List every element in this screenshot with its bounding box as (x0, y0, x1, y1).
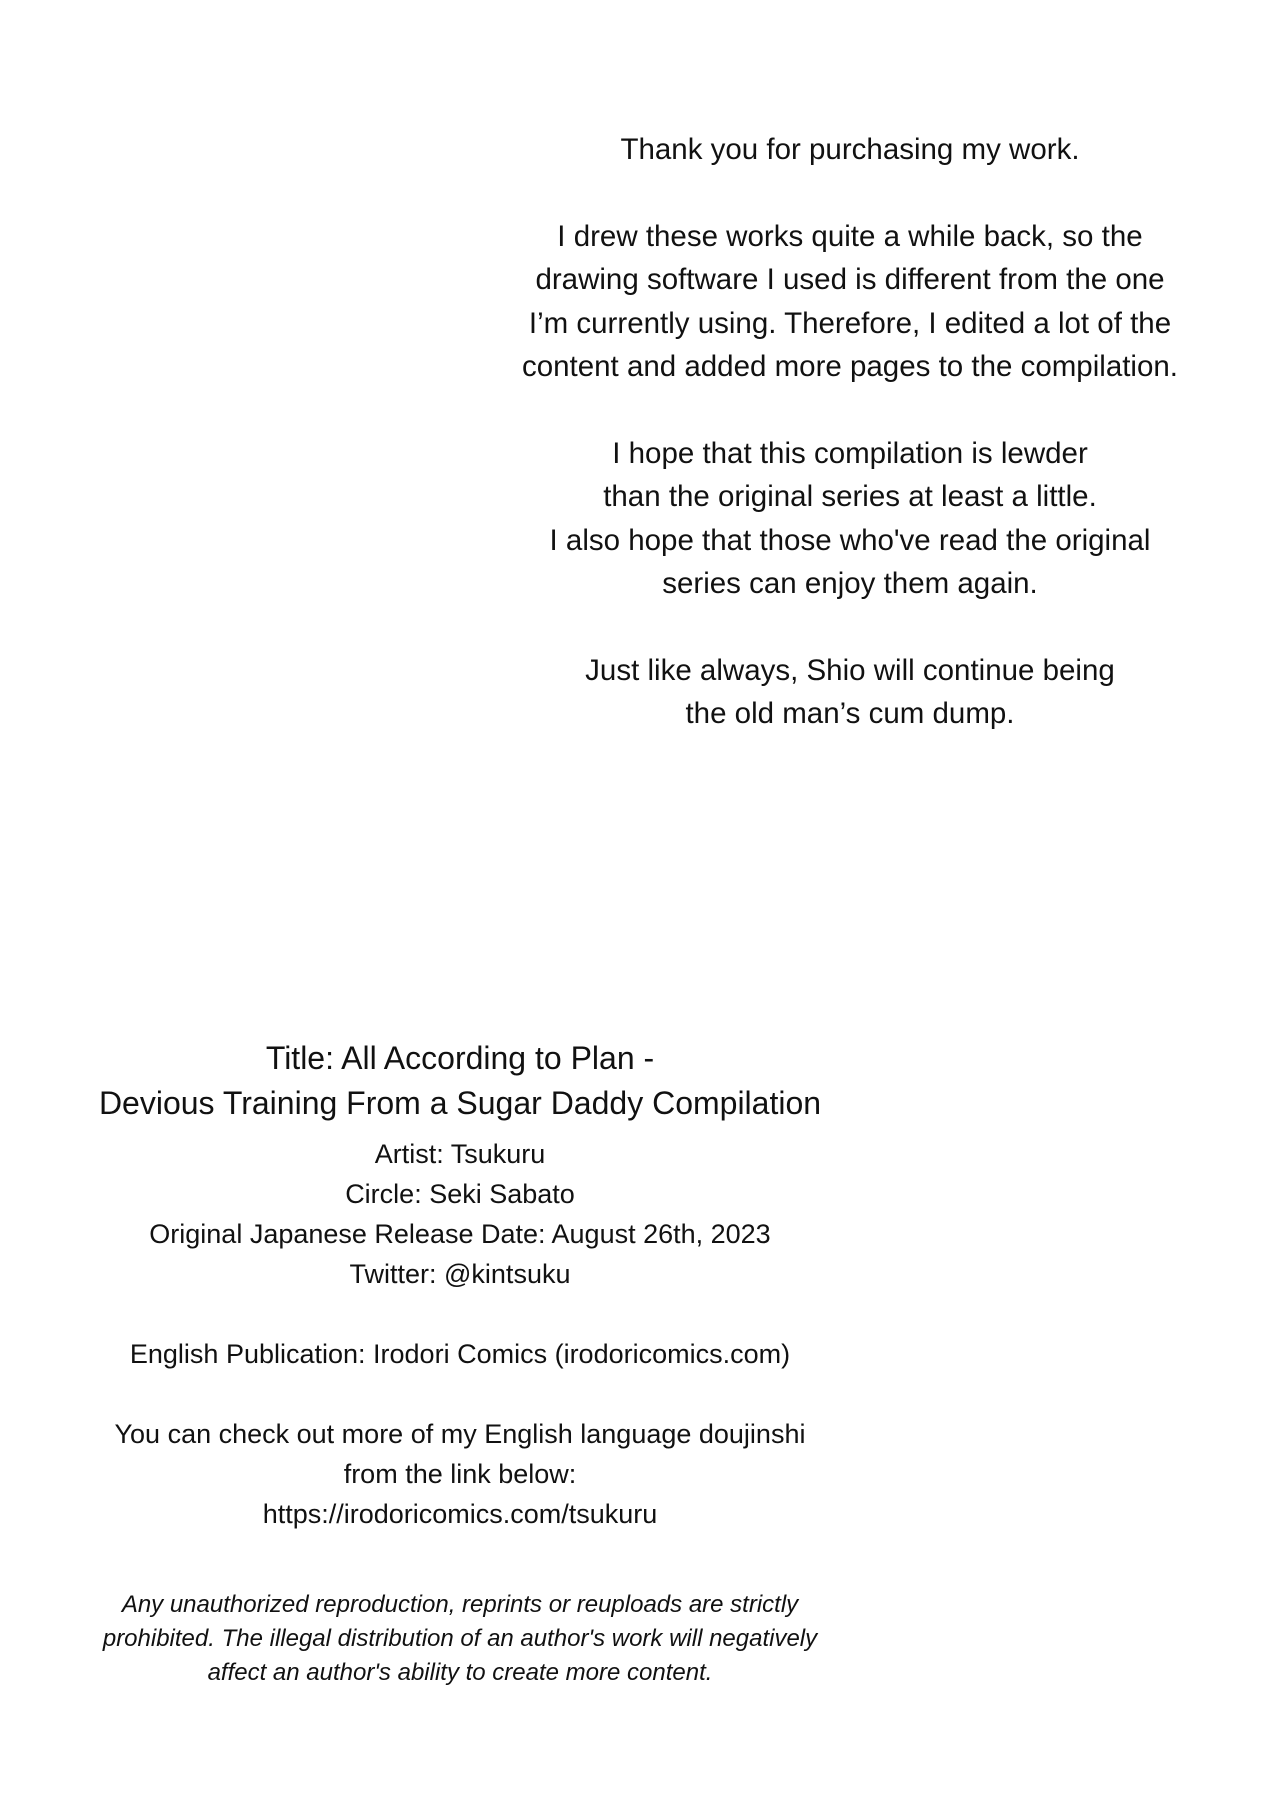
author-link: https://irodoricomics.com/tsukuru (262, 1499, 658, 1529)
afterword-message (500, 128, 1200, 779)
notice-line: Any unauthorized reproduction, reprints or reuploads are strictly (121, 1591, 799, 1618)
afterword-line: Just like always, Shio will continue being (585, 653, 1115, 687)
more-works-line: You can check out more of my English language doujinshi (114, 1419, 806, 1449)
credits-block (60, 1036, 860, 1690)
work-title-line: Devious Training From a Sugar Daddy Compilation (98, 1085, 822, 1121)
artist-credit: Artist: Tsukuru (374, 1139, 546, 1169)
afterword-paragraph (500, 649, 1200, 736)
afterword-line: I drew these works quite a while back, so the (557, 219, 1143, 253)
notice-line: affect an author's ability to create more content. (207, 1659, 713, 1686)
afterword-line: I also hope that those who've read the original (549, 523, 1151, 557)
afterword-paragraph (500, 128, 1200, 172)
more-works (60, 1414, 860, 1534)
afterword-line: I’m currently using. Therefore, I edited a lot of the (528, 306, 1172, 340)
afterword-line: than the original series at least a little. (603, 480, 1097, 513)
afterword-paragraph (500, 432, 1200, 606)
work-title-line: Title: All According to Plan - (265, 1040, 655, 1076)
afterword-line: I hope that this compilation is lewder (612, 436, 1088, 470)
afterword-paragraph (500, 215, 1200, 389)
more-works-line: from the link below: (343, 1459, 577, 1489)
afterword-line: series can enjoy them again. (662, 567, 1038, 600)
copyright-notice (60, 1588, 860, 1690)
afterword-line: content and added more pages to the compilation. (521, 350, 1178, 383)
afterword-line: Thank you for purchasing my work. (620, 133, 1080, 166)
circle-credit: Circle: Seki Sabato (345, 1179, 575, 1209)
work-metadata (60, 1134, 860, 1294)
release-date: Original Japanese Release Date: August 26th, 2023 (149, 1219, 771, 1249)
notice-line: prohibited. The illegal distribution of an author's work will negatively (102, 1625, 818, 1652)
twitter-handle: Twitter: @kintsuku (349, 1259, 571, 1289)
work-title (60, 1036, 860, 1126)
afterword-line: the old man’s cum dump. (685, 697, 1015, 730)
afterword-line: drawing software I used is different from the one (535, 263, 1165, 296)
english-publication: English Publication: Irodori Comics (irodoricomics.com) (129, 1339, 791, 1369)
